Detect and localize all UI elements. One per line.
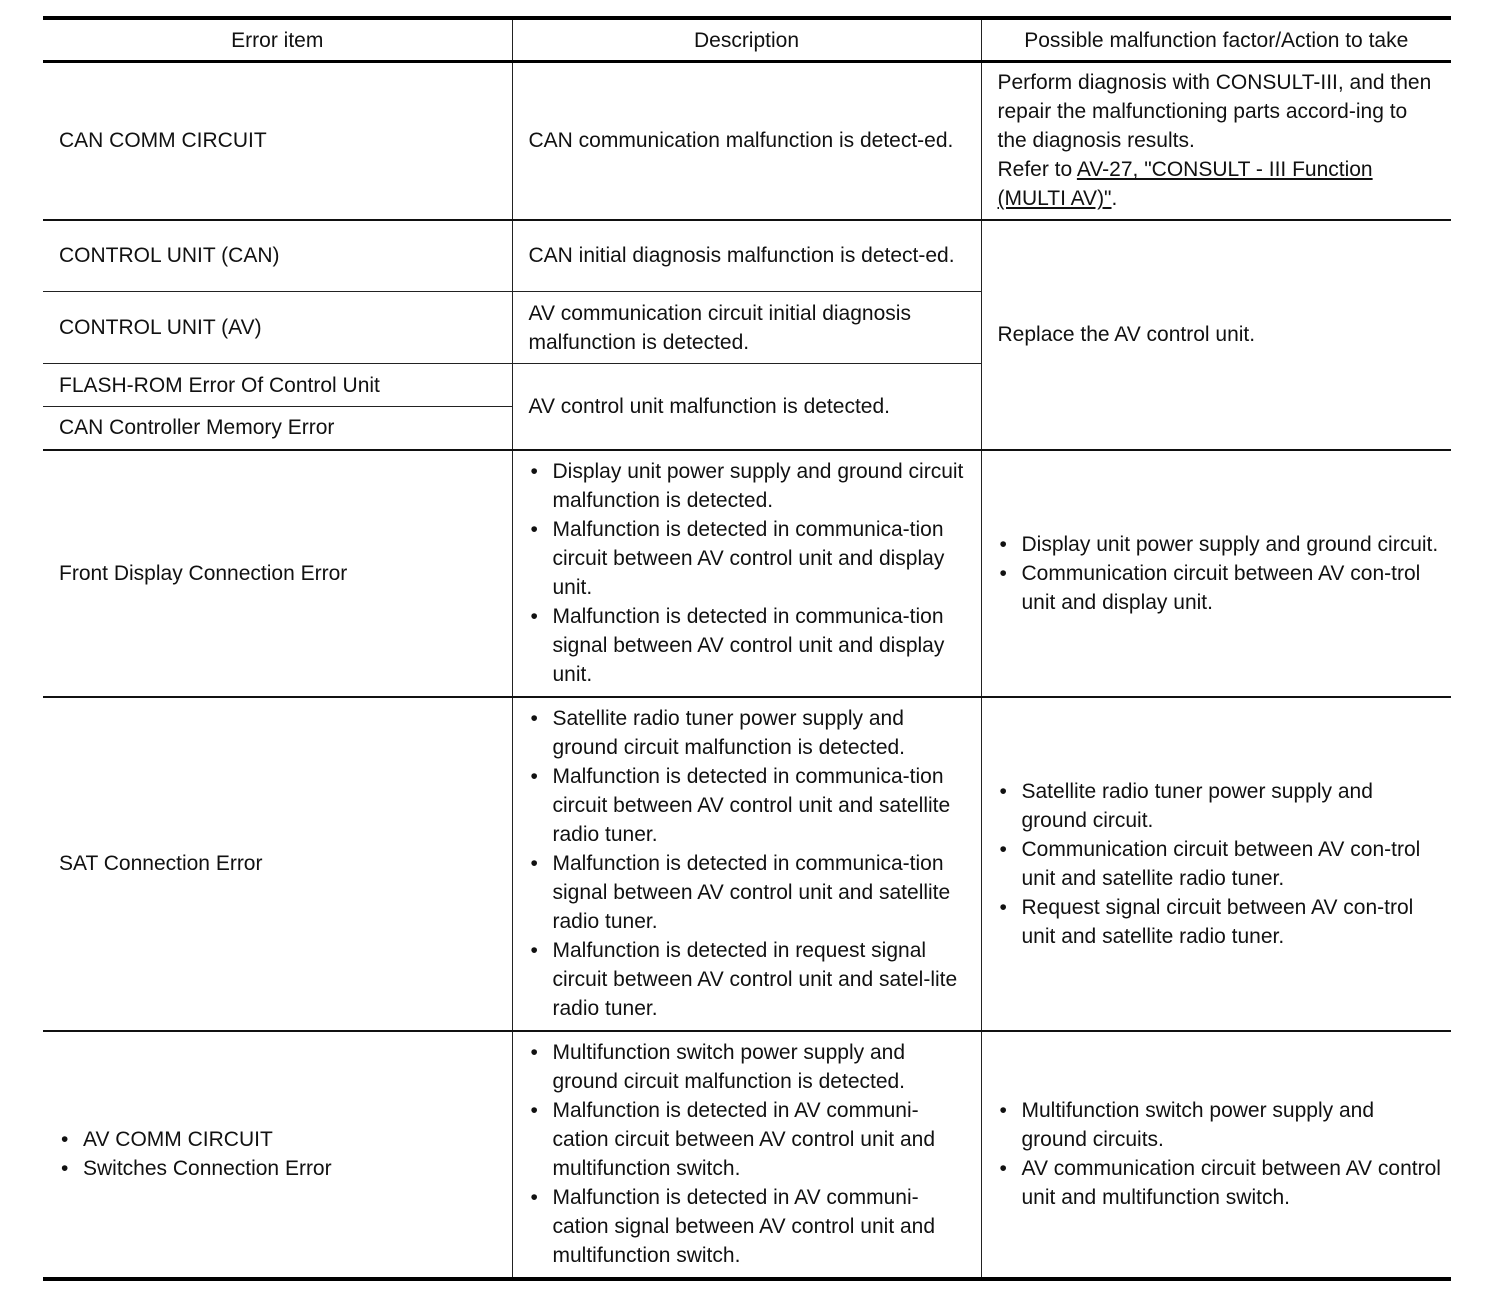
table-row — [43, 697, 1451, 1031]
list-item: • AV communication circuit between AV control unit and multifunction switch. — [998, 1154, 1442, 1212]
error-item-cell: Front Display Connection Error — [43, 450, 512, 697]
description-cell: CAN initial diagnosis malfunction is detect-ed. — [512, 220, 981, 292]
action-text: Perform diagnosis with CONSULT-III, and then repair the malfunctioning parts accord-ing to the diagnosis results. — [997, 71, 1432, 153]
refer-label: Refer to — [997, 158, 1077, 182]
description-cell — [512, 450, 981, 697]
error-item-cell — [43, 1031, 512, 1279]
action-list — [998, 777, 1442, 951]
list-item: • Satellite radio tuner power supply and ground circuit. — [998, 777, 1442, 835]
list-item: • Malfunction is detected in communica-tion circuit between AV control unit and satellite radio tuner. — [529, 762, 971, 849]
list-item: • Communication circuit between AV con-trol unit and satellite radio tuner. — [998, 835, 1442, 893]
error-item-cell: CONTROL UNIT (AV) — [43, 292, 512, 364]
error-item-cell: CAN COMM CIRCUIT — [43, 62, 512, 220]
action-cell — [981, 62, 1451, 220]
list-item: • Multifunction switch power supply and ground circuits. — [998, 1096, 1442, 1154]
table-row — [43, 1031, 1451, 1279]
list-item: • Malfunction is detected in communica-tion circuit between AV control unit and display unit. — [529, 515, 971, 602]
description-list — [529, 1038, 971, 1270]
list-item: • Malfunction is detected in request signal circuit between AV control unit and satel-lite radio tuner. — [529, 936, 971, 1023]
list-item: • Display unit power supply and ground circuit malfunction is detected. — [529, 457, 971, 515]
action-list — [998, 1096, 1442, 1212]
header-error-item: Error item — [43, 18, 512, 62]
reference-link[interactable]: AV-27, "CONSULT - III Function (MULTI AV)" — [997, 158, 1373, 211]
description-list — [529, 457, 971, 689]
list-item: • Malfunction is detected in communica-tion signal between AV control unit and satellite radio tuner. — [529, 849, 971, 936]
list-item: • Communication circuit between AV con-trol unit and display unit. — [998, 559, 1442, 617]
list-item: • Request signal circuit between AV con-trol unit and satellite radio tuner. — [998, 893, 1442, 951]
list-item: • Malfunction is detected in communica-tion signal between AV control unit and display unit. — [529, 602, 971, 689]
description-cell — [512, 697, 981, 1031]
list-item: • Switches Connection Error — [59, 1154, 502, 1183]
description-cell: CAN communication malfunction is detect-ed. — [512, 62, 981, 220]
header-action: Possible malfunction factor/Action to take — [981, 18, 1451, 62]
error-item-cell: CAN Controller Memory Error — [43, 407, 512, 450]
refer-end: . — [1111, 187, 1118, 211]
error-item-cell: FLASH-ROM Error Of Control Unit — [43, 364, 512, 407]
error-item-cell: SAT Connection Error — [43, 697, 512, 1031]
error-item-list — [59, 1125, 502, 1183]
list-item: • Satellite radio tuner power supply and ground circuit malfunction is detected. — [529, 704, 971, 762]
error-item-cell: CONTROL UNIT (CAN) — [43, 220, 512, 292]
action-cell — [981, 1031, 1451, 1279]
action-cell: Replace the AV control unit. — [981, 220, 1451, 450]
list-item: • Malfunction is detected in AV communi-cation circuit between AV control unit and multifunction switch. — [529, 1096, 971, 1183]
action-cell — [981, 697, 1451, 1031]
table-row — [43, 220, 1451, 292]
header-description: Description — [512, 18, 981, 62]
description-cell: AV control unit malfunction is detected. — [512, 364, 981, 450]
table-row — [43, 62, 1451, 220]
error-table — [43, 16, 1451, 1281]
list-item: • Multifunction switch power supply and ground circuit malfunction is detected. — [529, 1038, 971, 1096]
description-cell: AV communication circuit initial diagnosis malfunction is detected. — [512, 292, 981, 364]
action-cell — [981, 450, 1451, 697]
description-list — [529, 704, 971, 1023]
header-row — [43, 18, 1451, 62]
action-list — [998, 530, 1442, 617]
list-item: • Malfunction is detected in AV communi-cation signal between AV control unit and multifunction switch. — [529, 1183, 971, 1270]
table-row — [43, 450, 1451, 697]
list-item: • AV COMM CIRCUIT — [59, 1125, 502, 1154]
description-cell — [512, 1031, 981, 1279]
list-item: • Display unit power supply and ground circuit. — [998, 530, 1442, 559]
